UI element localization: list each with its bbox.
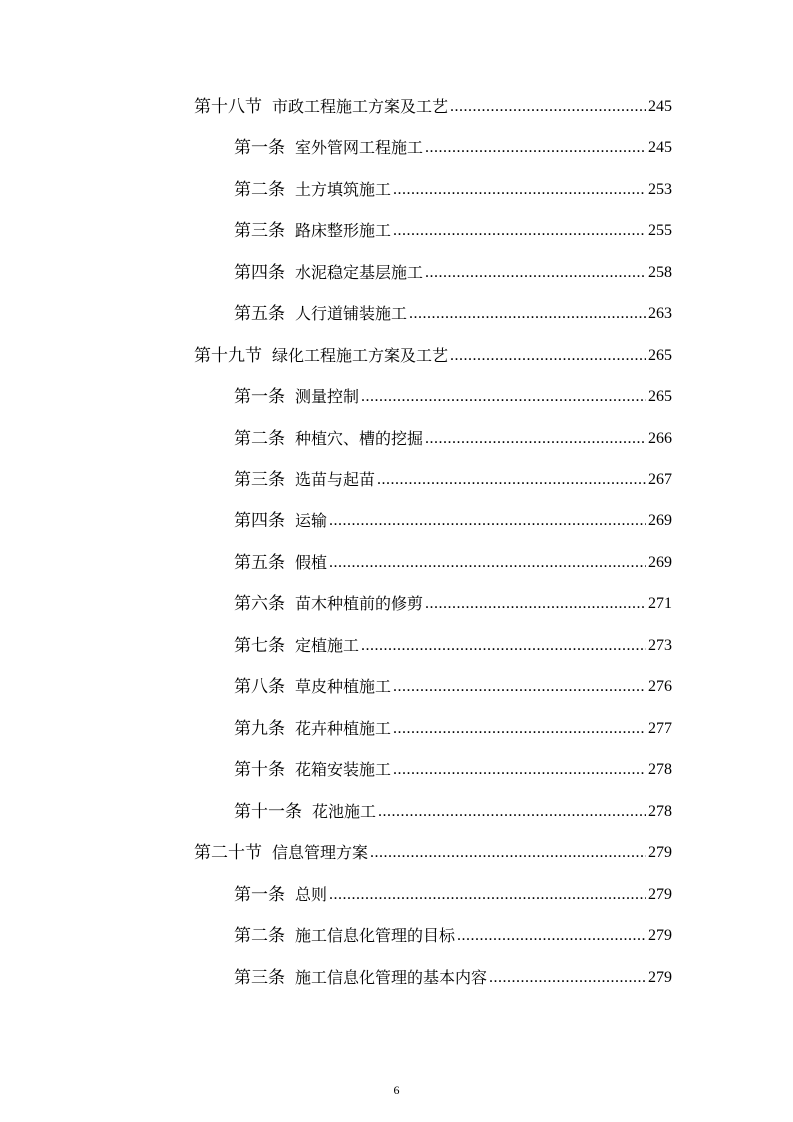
toc-leader [393,172,646,208]
toc-leader [425,421,646,457]
toc-number: 第九条 [234,719,285,739]
toc-number: 第一条 [234,885,285,905]
toc-page-number: 266 [648,430,672,447]
toc-leader [378,794,646,830]
toc-leader [450,338,646,374]
toc-title: 种植穴、槽的挖掘 [295,429,424,448]
toc-leader [393,752,646,788]
toc-leader [361,628,646,664]
toc-title: 施工信息化管理的目标 [295,926,456,945]
toc-page-number: 273 [648,637,672,654]
toc-number: 第五条 [234,304,285,324]
toc-page-number: 269 [648,512,672,529]
toc-number: 第四条 [234,263,285,283]
toc-page-number: 279 [648,886,672,903]
toc-article[interactable] [234,877,672,913]
toc-page-number: 253 [648,181,672,198]
toc-section[interactable] [194,89,672,125]
toc-article[interactable] [234,794,672,830]
toc-section[interactable] [194,835,672,871]
toc-leader [361,379,646,415]
toc-number: 第十九节 [194,346,262,366]
footer-page-number: 6 [393,1083,400,1097]
toc-page-number: 245 [648,98,672,115]
toc-number: 第一条 [234,138,285,158]
toc-title: 选苗与起苗 [295,470,376,489]
toc-title: 信息管理方案 [272,843,369,862]
toc-title: 水泥稳定基层施工 [295,263,424,282]
toc-number: 第一条 [234,387,285,407]
toc-leader [450,89,646,125]
toc-page-number: 279 [648,927,672,944]
toc-title: 土方填筑施工 [295,180,392,199]
toc-leader [377,462,646,498]
toc-page-number: 269 [648,554,672,571]
toc-title: 花卉种植施工 [295,719,392,738]
toc-leader [393,711,646,747]
toc-article[interactable] [234,503,672,539]
toc-leader [393,669,646,705]
toc-title: 测量控制 [295,387,360,406]
toc-leader [425,130,646,166]
toc-number: 第七条 [234,636,285,656]
toc-page-number: 267 [648,471,672,488]
toc-number: 第二条 [234,429,285,449]
toc-number: 第二条 [234,926,285,946]
toc-article[interactable] [234,213,672,249]
toc-article[interactable] [234,752,672,788]
toc-page-number: 279 [648,969,672,986]
toc-title: 定植施工 [295,636,360,655]
toc-leader [489,960,646,996]
toc-title: 绿化工程施工方案及工艺 [272,346,449,365]
toc-number: 第十八节 [194,97,262,117]
toc-page-number: 276 [648,678,672,695]
toc-number: 第二十节 [194,843,262,863]
toc-article[interactable] [234,545,672,581]
toc-number: 第二条 [234,180,285,200]
toc-page-number: 277 [648,720,672,737]
toc-number: 第十一条 [234,802,302,822]
toc-article[interactable] [234,960,672,996]
toc-page-number: 255 [648,222,672,239]
toc-article[interactable] [234,379,672,415]
toc-article[interactable] [234,711,672,747]
toc-title: 路床整形施工 [295,221,392,240]
toc-number: 第三条 [234,221,285,241]
toc-title: 花箱安装施工 [295,760,392,779]
toc-article[interactable] [234,172,672,208]
toc-article[interactable] [234,628,672,664]
toc-title: 运输 [295,511,328,530]
toc-leader [329,877,646,913]
toc-page-number: 271 [648,595,672,612]
toc-title: 施工信息化管理的基本内容 [295,968,488,987]
toc-leader [329,545,646,581]
toc-article[interactable] [234,462,672,498]
toc-title: 室外管网工程施工 [295,138,424,157]
toc-number: 第十条 [234,760,285,780]
toc-page-number: 265 [648,388,672,405]
toc-page-number: 278 [648,761,672,778]
toc-number: 第八条 [234,677,285,697]
toc-number: 第四条 [234,511,285,531]
toc-number: 第三条 [234,968,285,988]
toc-article[interactable] [234,130,672,166]
toc-number: 第三条 [234,470,285,490]
toc-leader [393,213,646,249]
toc-leader [457,918,646,954]
toc-title: 市政工程施工方案及工艺 [272,97,449,116]
toc-article[interactable] [234,421,672,457]
toc-article[interactable] [234,918,672,954]
toc-page-number: 258 [648,264,672,281]
toc-leader [409,296,646,332]
toc-number: 第五条 [234,553,285,573]
toc-title: 人行道铺装施工 [295,304,408,323]
toc-section[interactable] [194,338,672,374]
toc-page-number: 265 [648,347,672,364]
toc-page-number: 245 [648,139,672,156]
toc-title: 总则 [295,885,328,904]
toc-leader [370,835,646,871]
toc-page-number: 278 [648,803,672,820]
toc-title: 假植 [295,553,328,572]
toc-title: 苗木种植前的修剪 [295,594,424,613]
toc-leader [425,586,646,622]
toc-page-number: 279 [648,844,672,861]
toc-leader [425,255,646,291]
toc-article[interactable] [234,586,672,622]
toc-page-number: 263 [648,305,672,322]
toc-article[interactable] [234,255,672,291]
toc-leader [329,503,646,539]
toc-article[interactable] [234,296,672,332]
toc-title: 草皮种植施工 [295,677,392,696]
toc-article[interactable] [234,669,672,705]
toc-number: 第六条 [234,594,285,614]
toc-title: 花池施工 [312,802,377,821]
